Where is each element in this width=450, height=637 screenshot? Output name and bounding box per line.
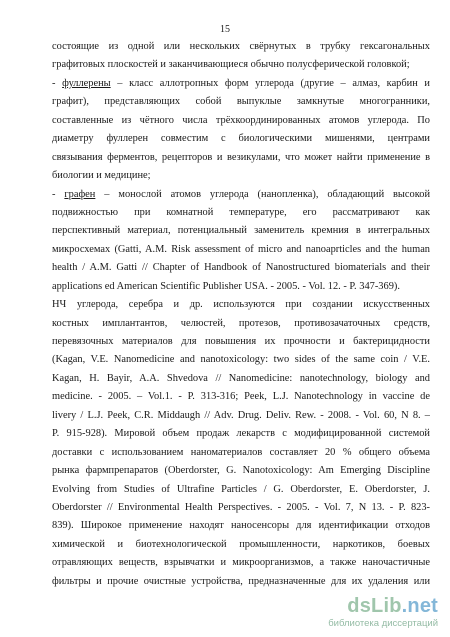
- watermark-logo[interactable]: [347, 595, 438, 618]
- text-line: [52, 75, 430, 93]
- text-run: микросхемах (Gatti, A.M. Risk assessment of micro and nanoaprticles and the human: [52, 243, 430, 255]
- text-line: [52, 204, 430, 222]
- text-run: химической и биотехнологической промышленности, наркотиков, боевых: [52, 538, 430, 550]
- text-run: 839). Широкое применение находят наносенсоры для идентификации отходов: [52, 520, 430, 532]
- text-line: [52, 112, 430, 130]
- text-line: [52, 315, 430, 333]
- text-line: [52, 93, 430, 111]
- text-run: -: [52, 77, 63, 89]
- text-line: [52, 388, 430, 406]
- text-line: [52, 241, 430, 259]
- text-run: (Kagan, V.E. Nanomedicine and nanotoxicology: two sides of the same coin / V.E.: [52, 354, 430, 366]
- text-line: [52, 517, 430, 535]
- text-run: подвижностью при комнатной температуре, его рассматривают как: [52, 206, 430, 218]
- watermark-logo-name: dsLib: [347, 595, 402, 617]
- text-line: [52, 333, 430, 351]
- text-line: [52, 536, 430, 554]
- text-run: составленные из чётного числа трёхкоординированных атомов углерода. По: [52, 114, 430, 126]
- text-run: medicine. - 2005. – Vol.1. - P. 313-316; Peek, L.J. Nanotechnology in vaccine de: [52, 391, 430, 403]
- text-run: перевязочных материалов для повышения их прочности и бактерицидности: [52, 336, 430, 347]
- page-number: 15: [220, 24, 230, 35]
- text-run: livery / L.J. Peek, C.R. Middaugh // Adv. Drug. Deliv. Rew. - 2008. - Vol. 60, N 8. –: [52, 409, 430, 421]
- text-run: костных имплантантов, челюстей, протезов, противозачаточных средств,: [52, 317, 430, 329]
- underlined-term: графен: [64, 188, 96, 200]
- text-run: фильтры и прочие очистные устройства, предназначенные для их удаления или: [52, 575, 430, 587]
- text-line: [52, 425, 430, 443]
- underlined-term: фуллерены: [62, 77, 111, 89]
- text-run: НЧ углерода, серебра и др. используются при создании искусственных: [52, 299, 430, 311]
- text-line: [52, 130, 430, 148]
- text-line: [52, 499, 430, 517]
- text-run: – монослой атомов углерода (нанопленка), обладающий высокой: [95, 188, 430, 200]
- text-line: [52, 554, 430, 572]
- watermark-tagline: библиотека диссертаций: [328, 618, 438, 629]
- text-run: Evolving from Studies of Ultrafine Particles / G. Oberdorster, E. Oberdorster, J.: [52, 483, 430, 495]
- text-line: [52, 444, 430, 462]
- text-run: -: [52, 188, 65, 200]
- text-run: состоящие из одной или нескольких свёрнутых в трубку гексагональных: [52, 41, 430, 52]
- text-run: графит), представляющих собой выпуклые замкнутые многогранники,: [52, 96, 430, 108]
- text-run: Oberdorster // Environmental Health Perspectives. - 2005. - Vol. 7, N 13. - P. 823-: [52, 501, 430, 513]
- text-run: графитовых плоскостей и заканчивающиеся обычно полусферической головкой;: [52, 59, 410, 71]
- text-run: отравляющих веществ, взрывчатки и микроорганизмов, а также наночастичные: [52, 557, 430, 569]
- watermark-logo-domain: .net: [401, 595, 438, 617]
- text-run: рынка фармпрепаратов (Oberdorster, G. Nanotoxicology: Am Emerging Discipline: [52, 465, 430, 477]
- text-line: [52, 259, 430, 277]
- text-line: [52, 222, 430, 240]
- body-text: [52, 38, 430, 591]
- text-line: [52, 462, 430, 480]
- text-run: перспективный материал, потенциальный заменитель кремния в интегральных: [52, 225, 430, 237]
- text-line: [52, 186, 430, 204]
- text-line: [52, 407, 430, 425]
- text-line: [52, 351, 430, 369]
- text-run: диаметру фуллерен совместим с биологическими мишенями, центрами: [52, 133, 430, 145]
- text-run: доставки с использованием наноматериалов составляет 20 % общего объема: [52, 446, 430, 458]
- text-line: [52, 38, 430, 56]
- text-run: P. 915-928). Мировой объем продаж лекарств с модифицированной системой: [52, 428, 430, 440]
- text-run: связывания ферментов, рецепторов и везикулами, что может найти применение в: [52, 151, 430, 163]
- text-run: health / A.M. Gatti // Chapter of Handbook of Nanostructured biomaterials and their: [52, 262, 430, 274]
- watermark: [298, 595, 438, 631]
- text-line: [52, 278, 430, 296]
- text-run: – класс аллотропных форм углерода (другие – алмаз, карбин и: [110, 77, 430, 89]
- text-line: [52, 573, 430, 591]
- text-line: [52, 481, 430, 499]
- text-line: [52, 56, 430, 74]
- text-line: [52, 167, 430, 185]
- text-line: [52, 370, 430, 388]
- text-run: applications ed American Scientific Publisher USA. - 2005. - Vol. 12. - P. 347-369).: [52, 280, 400, 292]
- text-line: [52, 149, 430, 167]
- text-line: [52, 296, 430, 314]
- text-run: биологии и медицине;: [52, 170, 151, 182]
- text-run: Kagan, H. Bayir, A.A. Shvedova // Nanomedicine: nanotechnology, biology and: [52, 372, 430, 384]
